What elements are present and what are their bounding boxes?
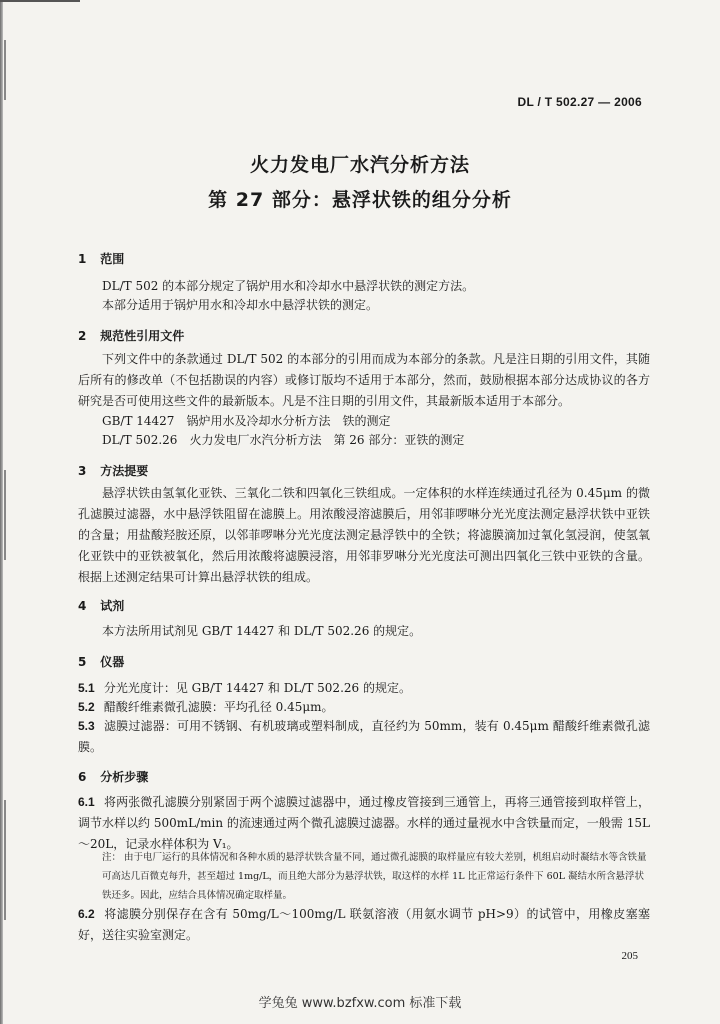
section-number: 5 xyxy=(78,655,87,669)
watermark-footer: 学兔兔 www.bzfxw.com 标准下载 xyxy=(258,996,462,1011)
scan-top-edge xyxy=(0,0,80,2)
list-item xyxy=(78,904,650,946)
section-title: 范围 xyxy=(100,252,125,266)
document-title: 火力发电厂水汽分析方法 xyxy=(249,154,470,176)
document-subtitle: 第 27 部分：悬浮状铁的组分分析 xyxy=(208,189,512,211)
list-item xyxy=(78,792,650,855)
item-number: 5.1 xyxy=(78,681,95,695)
section-heading-procedure xyxy=(78,768,148,785)
section-number: 1 xyxy=(78,252,87,266)
standard-number: DL / T 502.27 — 2006 xyxy=(517,95,642,109)
item-text: 分光光度计：见 GB/T 14427 和 DL/T 502.26 的规定。 xyxy=(103,681,411,695)
item-number: 6.1 xyxy=(78,795,95,809)
item-number: 5.3 xyxy=(78,719,95,733)
item-text: 将两张微孔滤膜分别紧固于两个滤膜过滤器中，通过橡皮管接到三通管上，再将三通管接到取样管上，调节水样以约 500mL/min 的流速通过两个微孔滤膜过滤器。水样的通过量视水中含铁量而定，一般需 15L～20L，记录水样体积为 V₁。 xyxy=(78,795,650,851)
scan-mark xyxy=(4,470,6,560)
section-heading-reagents xyxy=(78,597,124,614)
scan-mark xyxy=(4,800,6,920)
reference-item: DL/T 502.26 火力发电厂水汽分析方法 第 26 部分：亚铁的测定 xyxy=(102,433,465,447)
section-number: 6 xyxy=(78,770,87,784)
note-text: 由于电厂运行的具体情况和各种水质的悬浮状铁含量不同，通过微孔滤膜的取样量应有较大差别，机组启动时凝结水等含铁量可高达几百微克每升，甚至超过 1mg/L，而且绝大部分为悬浮状铁，取这样的水样 1L 比正常运行条件下 60L 凝结水所含悬浮状铁还多。因此，应结合具体情况确定取样量。 xyxy=(102,852,647,901)
item-number: 6.2 xyxy=(78,907,95,921)
item-text: 醋酸纤维素微孔滤膜：平均孔径 0.45μm。 xyxy=(103,700,334,714)
section-title: 试剂 xyxy=(100,599,125,613)
paragraph: DL/T 502 的本部分规定了锅炉用水和冷却水中悬浮状铁的测定方法。 xyxy=(102,279,475,293)
section-number: 4 xyxy=(78,599,87,613)
list-item xyxy=(78,697,650,718)
section-title: 方法提要 xyxy=(100,464,149,478)
paragraph: 下列文件中的条款通过 DL/T 502 的本部分的引用而成为本部分的条款。凡是注日期的引用文件，其随后所有的修改单（不包括勘误的内容）或修订版均不适用于本部分，然而，鼓励根据本部分达成协议的各方研究是否可使用这些文件的最新版本。凡是不注日期的引用文件，其最新版本适用于本部分。 xyxy=(78,352,650,408)
reference-item: GB/T 14427 锅炉用水及冷却水分析方法 铁的测定 xyxy=(102,414,391,428)
page-number: 205 xyxy=(621,950,638,962)
item-text: 将滤膜分别保存在含有 50mg/L～100mg/L 联氨溶液（用氨水调节 pH>9）的试管中，用橡皮塞塞好，送往实验室测定。 xyxy=(78,907,650,942)
paragraph: 本方法所用试剂见 GB/T 14427 和 DL/T 502.26 的规定。 xyxy=(102,624,422,638)
section-number: 3 xyxy=(78,464,87,478)
section-heading-references xyxy=(78,327,184,344)
list-item xyxy=(78,716,650,758)
section-title: 规范性引用文件 xyxy=(100,329,185,343)
item-text: 滤膜过滤器：可用不锈钢、有机玻璃或塑料制成，直径约为 50mm，装有 0.45μm 醋酸纤维素微孔滤膜。 xyxy=(78,719,650,754)
note-label: 注： xyxy=(102,852,122,863)
paragraph: 本部分适用于锅炉用水和冷却水中悬浮状铁的测定。 xyxy=(102,298,379,312)
note xyxy=(102,848,650,905)
section-title: 仪器 xyxy=(100,655,125,669)
section-heading-instruments xyxy=(78,653,124,670)
section-heading-summary xyxy=(78,462,148,479)
scan-mark xyxy=(4,40,6,100)
section-title: 分析步骤 xyxy=(100,770,149,784)
section-heading-scope xyxy=(78,250,124,267)
list-item xyxy=(78,678,650,699)
section-number: 2 xyxy=(78,329,87,343)
paragraph: 悬浮状铁由氢氧化亚铁、三氧化二铁和四氧化三铁组成。一定体积的水样连续通过孔径为 0.45μm 的微孔滤膜过滤器，水中悬浮铁阻留在滤膜上。用浓酸浸溶滤膜后，用邻菲啰啉分光光度法测定悬浮状铁中亚铁的含量；用盐酸羟胺还原，以邻菲啰啉分光光度法测定悬浮铁中的全铁；将滤膜滴加过氧化氢浸润，使氢氧化亚铁中的亚铁被氧化，然后用浓酸将滤膜浸溶，用邻菲罗啉分光光度法可测出四氧化三铁中亚铁的含量。根据上述测定结果可计算出悬浮状铁的组成。 xyxy=(78,486,650,584)
item-number: 5.2 xyxy=(78,700,95,714)
